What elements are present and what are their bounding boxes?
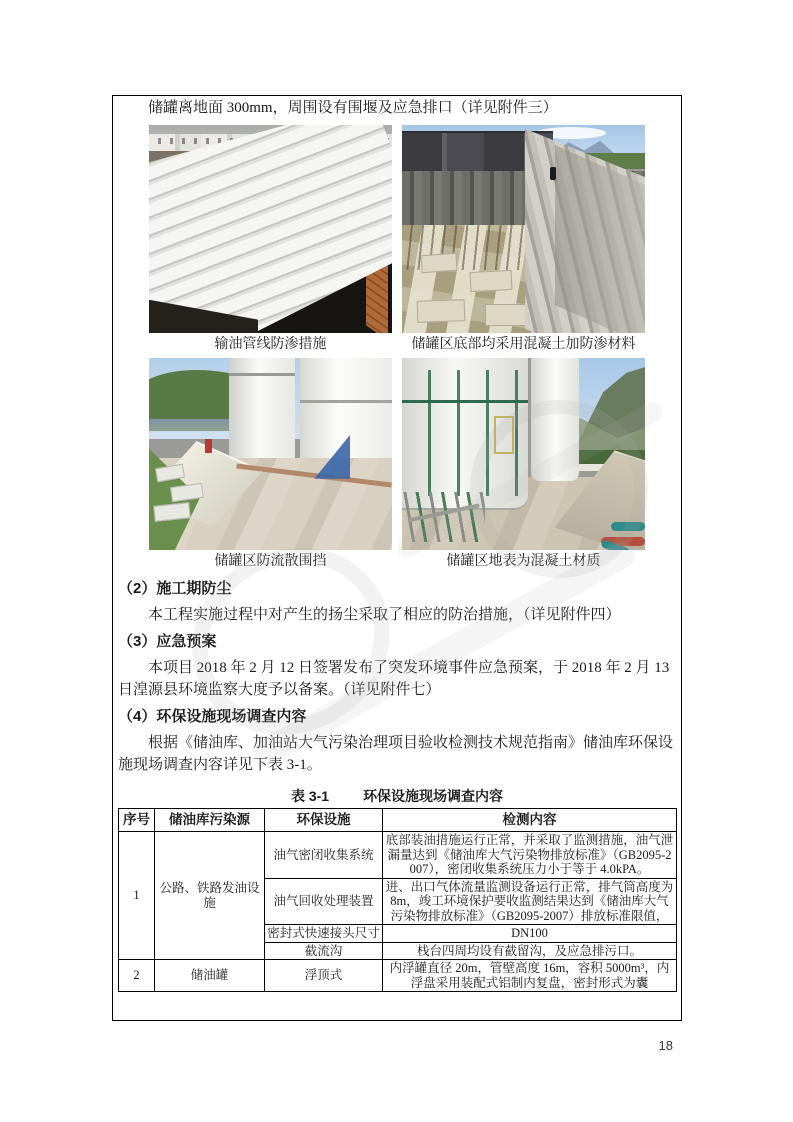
section-body: 本工程实施过程中对产生的扬尘采取了相应的防治措施，（详见附件四） [148,607,621,623]
figure-concrete-surface [402,358,645,573]
cell-content: 栈台四周均设有截留沟，及应急排污口。 [383,942,677,960]
section-heading-site-survey: （4）环保设施现场调查内容 [118,708,307,725]
photo-tank-area-concrete-base [402,125,645,333]
photo-anti-spread-enclosure [149,358,392,550]
cell-content: 内浮罐直径 20m，管壁高度 16m，容积 5000m³，内浮盘采用装配式铝制内复盘，密封形式为囊 [383,960,677,992]
content-box [112,95,682,1021]
photo-pipeline-seepage-control [149,125,392,333]
photo-caption: 储罐区防流散围挡 [214,554,327,569]
figure-pipeline [149,125,392,356]
photo-hydrant [205,439,212,453]
cell-facility: 截流沟 [265,942,383,960]
column-header-content: 检测内容 [383,809,677,832]
column-header-no: 序号 [119,809,155,832]
photo-concrete-footing [470,270,513,292]
cell-source: 储油罐 [155,960,265,992]
page-number: 18 [658,1038,673,1053]
photo-ladder-cage [494,416,514,454]
photo-teal-pipe [611,522,645,531]
table-header-row [119,809,677,832]
cell-content: DN100 [383,925,677,943]
photo-row-2 [118,358,676,573]
cell-facility: 油气回收处理装置 [265,878,383,925]
photo-tank-band [229,373,295,376]
cell-facility: 密封式快速接头尺寸 [265,925,383,943]
photo-concrete-footing [421,253,458,273]
photo-concrete-footing [485,304,531,326]
photo-concrete-footing [416,299,465,323]
figure-containment-wall [149,358,392,573]
photo-caption: 储罐区地表为混凝土材质 [446,554,601,569]
photo-tank-band [300,400,392,403]
table-title-text: 环保设施现场调查内容 [363,788,504,804]
column-header-source: 储油库污染源 [155,809,265,832]
section-heading-construction-dust: （2）施工期防尘 [118,580,232,597]
photo-concrete-surface-tank-area [402,358,645,550]
cell-source: 公路、铁路发油设施 [155,832,265,960]
cell-no: 2 [119,960,155,992]
table-row [119,960,677,992]
table-row [119,832,677,879]
intro-paragraph: 储罐离地面 300mm，周围设有围堰及应急排口（详见附件三） [148,100,558,116]
survey-table [118,808,677,992]
section-heading-emergency-plan: （3）应急预案 [118,633,217,650]
photo-worker [550,167,556,180]
section-body: 根据《储油库、加油站大气污染治理项目验收检测技术规范指南》储油库环保设施现场调查内容详见下表 3-1。 [118,735,674,773]
photo-storage-tank [531,358,580,481]
cell-no: 1 [119,832,155,960]
photo-caption: 输油管线防渗措施 [214,337,327,352]
table-title-label: 表 3-1 [290,788,330,804]
cell-content: 进、出口气体流量监测设备运行正常，排气筒高度为 8m，竣工环境保护要收监测结果达到《储油库大气污染物排放标准》（GB2095-2007）排放标准限值， [383,878,677,925]
figure-tank-foundation [402,125,645,356]
cell-facility: 浮顶式 [265,960,383,992]
table-title [118,787,676,805]
cell-content: 底部装油措施运行正常，并采取了监测措施，油气泄漏量达到《储油库大气污染物排放标准》（GB2095-2007），密闭收集系统压力小于等于 4.0kPA。 [383,832,677,879]
photo-row-1 [118,125,676,356]
photo-green-pipe-horizontal [402,400,528,403]
cell-facility: 油气密闭收集系统 [265,832,383,879]
photo-caption: 储罐区底部均采用混凝土加防渗材料 [411,337,636,352]
section-body: 本项目 2018 年 2 月 12 日签署发布了突发环境事件应急预案，于 2018 年 2 月 13 日湟源县环境监察大度予以备案。（详见附件七） [118,660,670,698]
column-header-facility: 环保设施 [265,809,383,832]
